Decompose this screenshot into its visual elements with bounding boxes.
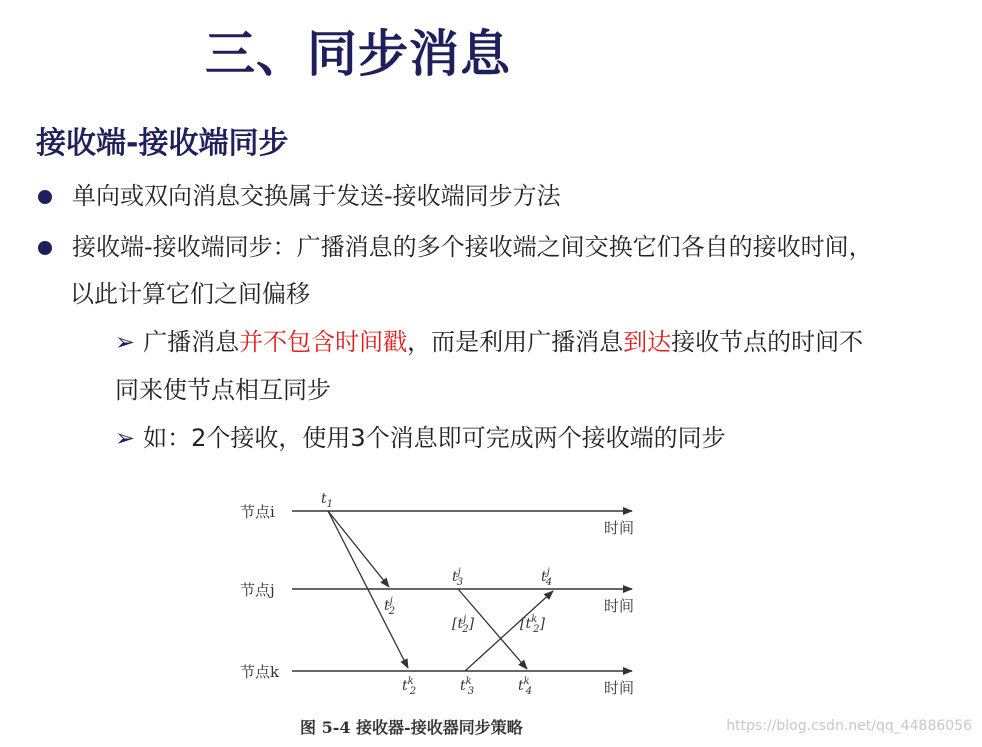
node-k-label: 节点k <box>240 663 280 681</box>
label-t4j: $t^j$ 4 <box>541 567 553 588</box>
arrow-bullet-icon: ➢ <box>115 424 136 452</box>
message-content-j: [$t^j$ 2] <box>452 614 475 635</box>
label-t1: $t_1$ <box>321 491 334 510</box>
time-label-k: 时间 <box>604 679 635 697</box>
sub-bullet-1-part-c: 接收节点的时间不 <box>671 328 864 356</box>
label-t3j: $t^j$ 3 <box>452 567 464 588</box>
message-content-k: [$t^k$ 2] <box>520 614 545 635</box>
label-t3k: $t^k$ 3 <box>460 676 475 697</box>
bullet-2-text: 接收端-接收端同步：广播消息的多个接收端之间交换它们各自的接收时间， <box>72 233 873 261</box>
bullet-1-text: 单向或双向消息交换属于发送-接收端同步方法 <box>72 182 561 210</box>
node-i-label: 节点i <box>240 503 275 521</box>
sub-bullet-1-continuation: 同来使节点相互同步 <box>115 376 331 404</box>
bullet-2-continuation: 以此计算它们之间偏移 <box>70 280 310 308</box>
diagram-caption: 图 5-4 接收器-接收器同步策略 <box>300 718 523 737</box>
arrow-bullet-icon: ➢ <box>115 328 136 356</box>
time-label-i: 时间 <box>604 519 635 537</box>
sub-bullet-2-text: 如：2个接收，使用3个消息即可完成两个接收端的同步 <box>143 424 726 452</box>
sub-bullet-1-highlight-1: 并不包含时间戳 <box>239 328 408 356</box>
time-label-j: 时间 <box>604 597 635 615</box>
slide-title: 三、同步消息 <box>205 25 511 83</box>
label-t2k: $t^k$ 2 <box>402 676 417 697</box>
slide-subtitle: 接收端-接收端同步 <box>36 126 289 161</box>
label-t4k: $t^k$ 4 <box>518 676 533 697</box>
label-t2j: $t^j$ 2 <box>384 596 396 617</box>
sub-bullet-1-part-b: ，而是利用广播消息 <box>407 328 624 356</box>
sub-bullet-1-highlight-2: 到达 <box>623 328 672 356</box>
sub-bullet-1-part-a: 广播消息 <box>143 328 240 356</box>
watermark: https://blog.csdn.net/qq_44886056 <box>726 718 972 734</box>
broadcast-arrow-to-j <box>328 511 389 587</box>
node-j-label: 节点j <box>240 581 275 599</box>
